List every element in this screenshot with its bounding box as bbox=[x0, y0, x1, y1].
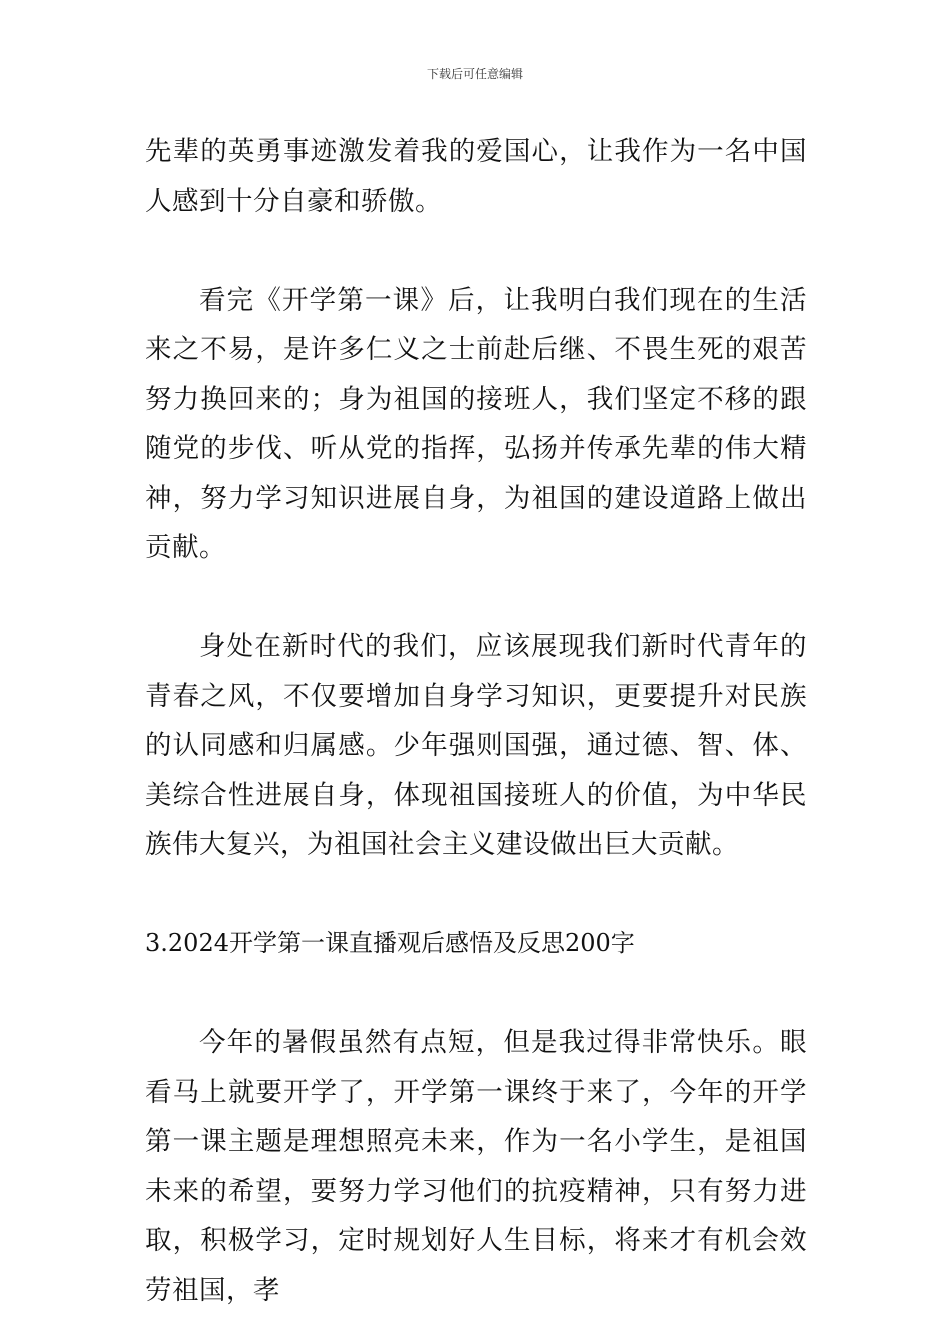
paragraph-2: 看完《开学第一课》后，让我明白我们现在的生活来之不易，是许多仁义之士前赴后继、不畏生死的艰苦努力换回来的；身为祖国的接班人，我们坚定不移的跟随党的步伐、听从党的指挥，弘扬并传承先辈的伟大精神，努力学习知识进展自身，为祖国的建设道路上做出贡献。 bbox=[145, 284, 807, 563]
paragraph-4: 今年的暑假虽然有点短，但是我过得非常快乐。眼看马上就要开学了，开学第一课终于来了，今年的开学第一课主题是理想照亮未来，作为一名小学生，是祖国未来的希望，要努力学习他们的抗疫精神，只有努力进取，积极学习，定时规划好人生目标，将来才有机会效劳祖国，孝 bbox=[145, 1027, 807, 1306]
section-heading: 3.2024开学第一课直播观后感悟及反思200字 bbox=[145, 929, 635, 957]
paragraph-1: 先辈的英勇事迹激发着我的爱国心，让我作为一名中国人感到十分自豪和骄傲。 bbox=[145, 136, 807, 217]
document-body bbox=[145, 127, 807, 1315]
paragraph-spacer bbox=[145, 870, 807, 920]
paragraph-spacer bbox=[145, 226, 807, 276]
page-header: 下载后可任意编辑 bbox=[426, 67, 523, 81]
paragraph-spacer bbox=[145, 573, 807, 623]
paragraph-spacer bbox=[145, 969, 807, 1019]
paragraph-3: 身处在新时代的我们，应该展现我们新时代青年的青春之风，不仅要增加自身学习知识，更要提升对民族的认同感和归属感。少年强则国强，通过德、智、体、美综合性进展自身，体现祖国接班人的价值，为中华民族伟大复兴，为祖国社会主义建设做出巨大贡献。 bbox=[145, 631, 807, 860]
